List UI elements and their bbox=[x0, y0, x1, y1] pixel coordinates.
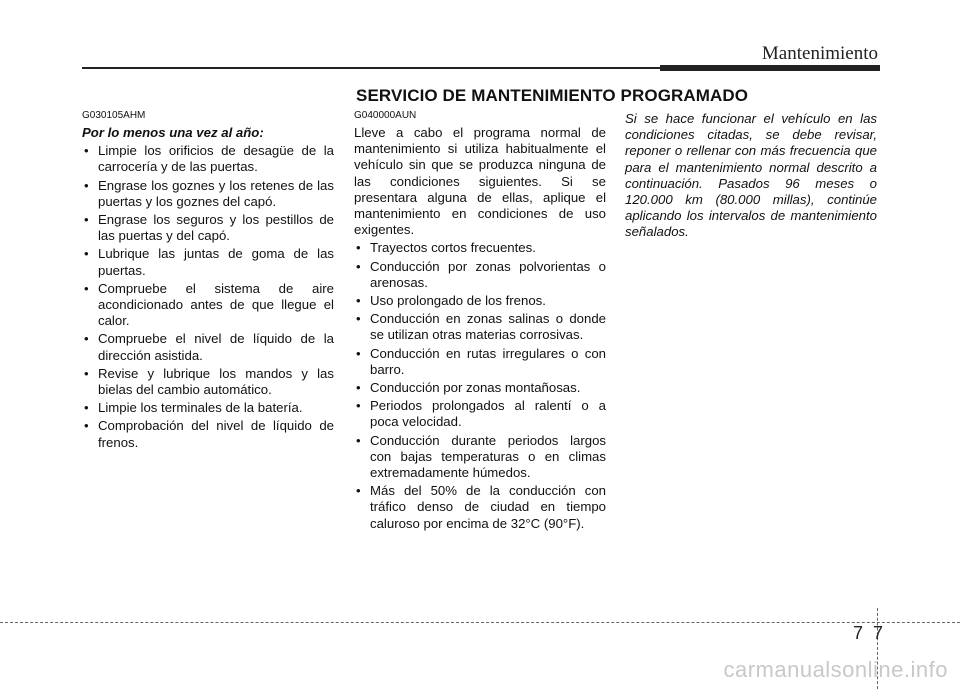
list-item: • Conducción durante periodos largos con bajas temperaturas o en climas extremadamente húmedos. bbox=[354, 433, 606, 482]
column-1 bbox=[82, 110, 334, 453]
list-item: • Uso prolongado de los frenos. bbox=[354, 293, 606, 309]
bullet-list bbox=[82, 143, 334, 451]
list-item: • Engrase los seguros y los pestillos de las puertas y del capó. bbox=[82, 212, 334, 244]
list-item: • Revise y lubrique los mandos y las bielas del cambio automático. bbox=[82, 366, 334, 398]
intro-paragraph: Lleve a cabo el programa normal de mantenimiento si utiliza habitualmente el vehículo sin que se produzca ninguna de las condiciones siguientes. Si se presentara alguna de ellas, aplique el mantenimiento en condiciones de uso exigentes. bbox=[354, 125, 606, 238]
list-item: • Engrase los goznes y los retenes de las puertas y los goznes del capó. bbox=[82, 178, 334, 210]
list-item: • Compruebe el sistema de aire acondicionado antes de que llegue el calor. bbox=[82, 281, 334, 330]
list-item: • Conducción en zonas salinas o donde se utilizan otras materias corrosivas. bbox=[354, 311, 606, 343]
header-rule bbox=[82, 67, 660, 69]
list-item: • Comprobación del nivel de líquido de frenos. bbox=[82, 418, 334, 450]
column-3 bbox=[625, 111, 877, 241]
list-item: • Lubrique las juntas de goma de las puertas. bbox=[82, 246, 334, 278]
section-header: Mantenimiento bbox=[761, 43, 878, 64]
list-item: • Más del 50% de la conducción con tráfico denso de ciudad en tiempo caluroso por encima de 32°C (90°F). bbox=[354, 483, 606, 532]
list-item: • Conducción en rutas irregulares o con barro. bbox=[354, 346, 606, 378]
list-item: • Conducción por zonas polvorientas o arenosas. bbox=[354, 259, 606, 291]
list-item: • Limpie los terminales de la batería. bbox=[82, 400, 334, 416]
list-item: • Limpie los orificios de desagüe de la carrocería y de las puertas. bbox=[82, 143, 334, 175]
footer-rule bbox=[0, 622, 960, 623]
list-item: • Trayectos cortos frecuentes. bbox=[354, 240, 606, 256]
watermark: carmanualsonline.info bbox=[723, 657, 948, 682]
column-2 bbox=[354, 110, 606, 534]
list-item: • Compruebe el nivel de líquido de la dirección asistida. bbox=[82, 331, 334, 363]
page-number-value: 7 bbox=[872, 623, 883, 643]
subheading: Por lo menos una vez al año: bbox=[82, 125, 264, 140]
page-number bbox=[848, 623, 888, 644]
list-item: • Conducción por zonas montañosas. bbox=[354, 380, 606, 396]
reference-code: G030105AHM bbox=[82, 110, 146, 121]
chapter-number: 7 bbox=[852, 623, 863, 643]
bullet-list bbox=[354, 240, 606, 531]
header-rule-thick bbox=[660, 65, 880, 71]
italic-paragraph: Si se hace funcionar el vehículo en las condiciones citadas, se debe revisar, reponer o rellenar con más frecuencia que para el mantenimiento normal descrito a continuación. Pasados 96 meses o 120.000 km (80.000 millas), continúe aplicando los intervalos de mantenimiento señalados. bbox=[625, 111, 877, 240]
reference-code: G040000AUN bbox=[354, 110, 417, 121]
list-item: • Periodos prolongados al ralentí o a poca velocidad. bbox=[354, 398, 606, 430]
page-title: SERVICIO DE MANTENIMIENTO PROGRAMADO bbox=[356, 86, 749, 105]
